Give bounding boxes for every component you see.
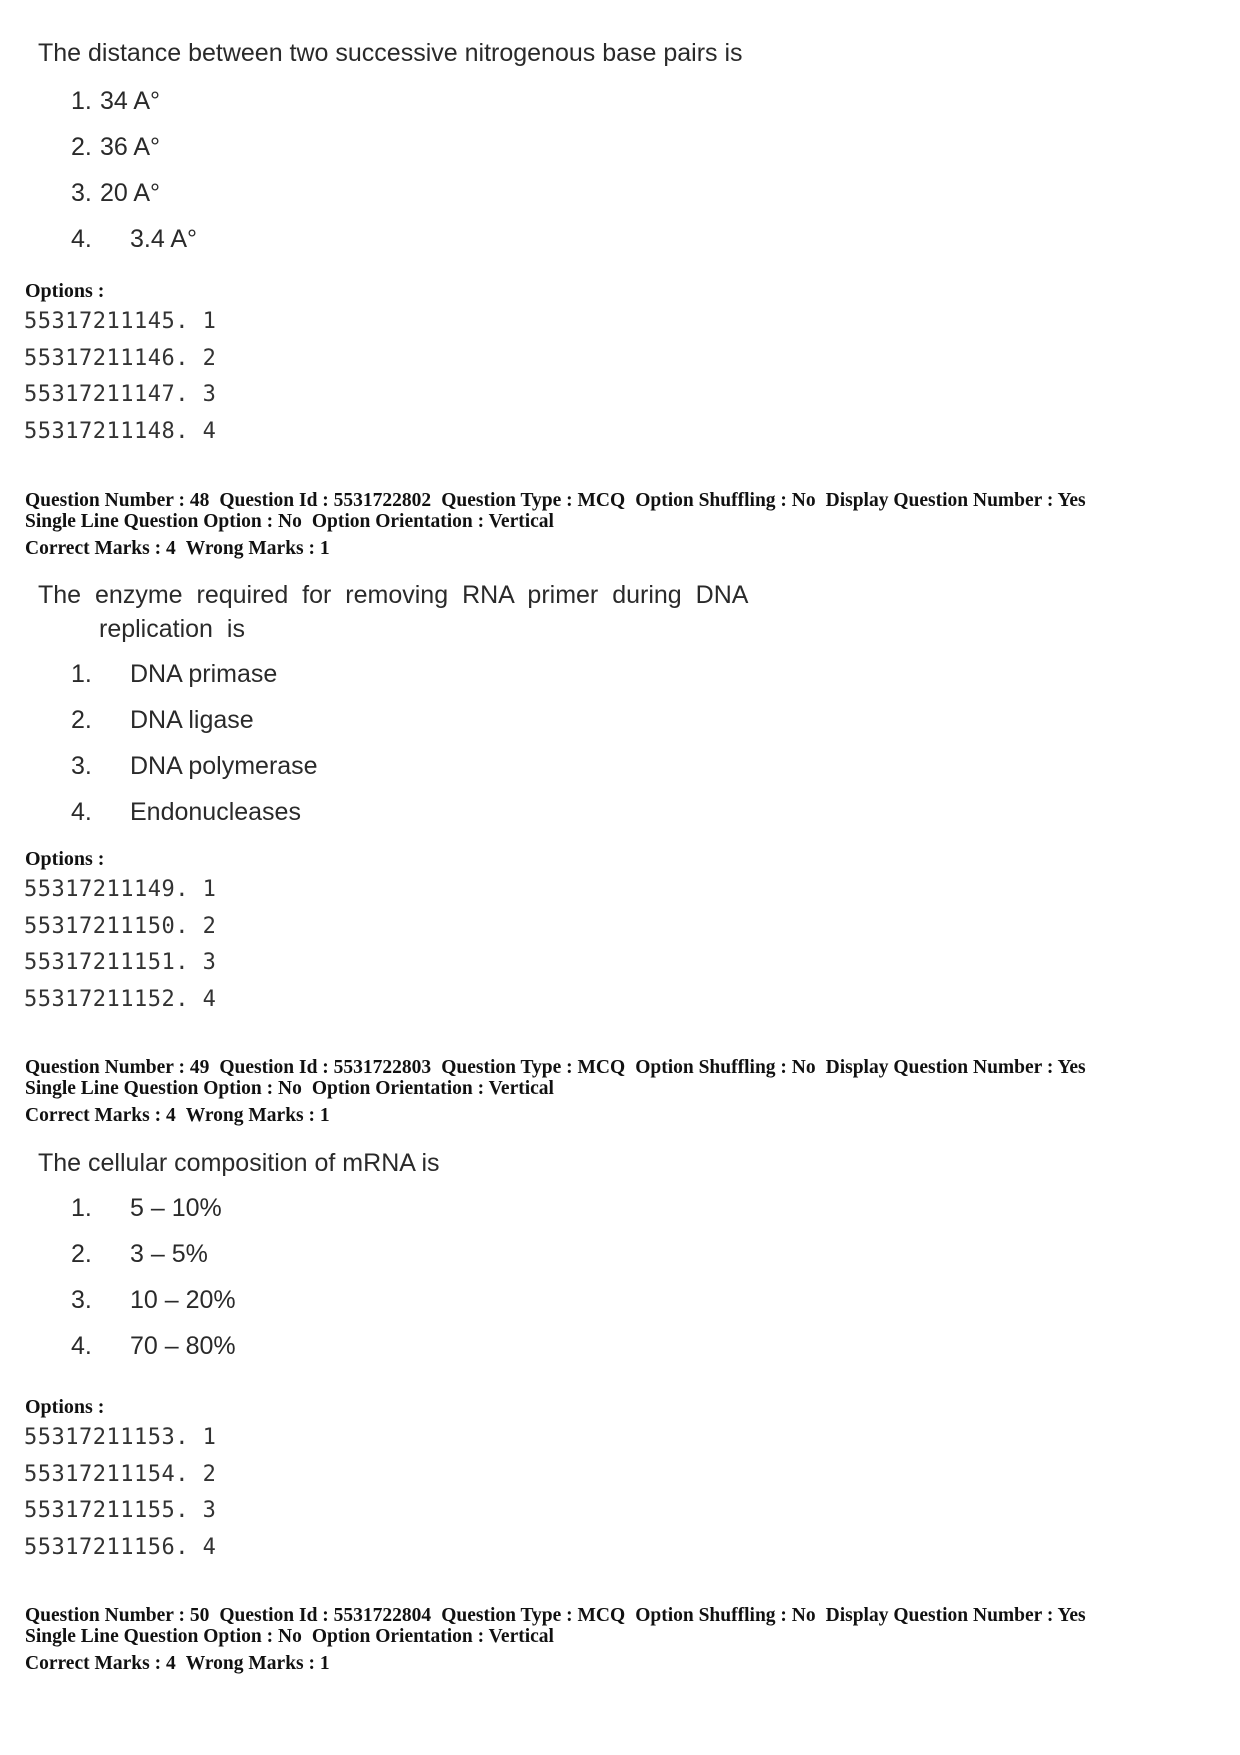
option-id: 55317211149. 1	[24, 877, 217, 902]
question-50-meta: Question Number : 50 Question Id : 5531722804 Question Type : MCQ Option Shuffling : No Display Question Number : Yes Single Line Question Option : No Option Orientation : Vertical Correct Marks : 4 Wrong Marks : 1	[25, 1605, 1086, 1674]
question-48-body	[38, 578, 748, 835]
question-text: The cellular composition of mRNA is	[38, 1149, 440, 1177]
option-id-list	[24, 304, 216, 451]
choice-2: 2. 36 A°	[71, 133, 161, 161]
choice-2: 2. 3 – 5%	[71, 1240, 208, 1268]
option-id: 55317211150. 2	[24, 913, 217, 939]
option-id: 55317211156. 4	[24, 1535, 217, 1561]
question-text: The enzyme required for removing RNA primer during DNA replication is	[38, 581, 749, 643]
option-id: 55317211152. 4	[24, 987, 217, 1013]
option-id: 55317211154. 2	[24, 1461, 217, 1487]
choice-4: 4. Endonucleases	[71, 798, 301, 826]
choice-3: 3. 20 A°	[71, 179, 161, 207]
options-label: Options :	[25, 280, 105, 302]
option-id: 55317211146. 2	[24, 345, 217, 371]
question-49-meta: Question Number : 49 Question Id : 5531722803 Question Type : MCQ Option Shuffling : No Display Question Number : Yes Single Line Question Option : No Option Orientation : Vertical Correct Marks : 4 Wrong Marks : 1	[25, 1057, 1086, 1126]
question-48-meta: Question Number : 48 Question Id : 5531722802 Question Type : MCQ Option Shuffling : No Display Question Number : Yes Single Line Question Option : No Option Orientation : Vertical Correct Marks : 4 Wrong Marks : 1	[25, 490, 1086, 559]
question-49-body	[38, 1146, 440, 1369]
option-id-list	[24, 1420, 216, 1567]
question-text: The distance between two successive nitrogenous base pairs is	[38, 39, 743, 67]
choice-2: 2. DNA ligase	[71, 706, 254, 734]
option-id: 55317211153. 1	[24, 1425, 217, 1450]
choice-1: 1. 34 A°	[71, 87, 161, 115]
choice-4: 4. 70 – 80%	[71, 1332, 236, 1360]
choice-3: 3. 10 – 20%	[71, 1286, 236, 1314]
options-label: Options :	[25, 1396, 105, 1418]
option-id: 55317211145. 1	[24, 309, 217, 334]
options-label: Options :	[25, 848, 105, 870]
choice-4: 4. 3.4 A°	[71, 225, 197, 253]
option-id: 55317211155. 3	[24, 1498, 217, 1524]
option-id-list	[24, 872, 216, 1019]
question-47-body	[38, 36, 743, 262]
choice-1: 1. DNA primase	[71, 660, 278, 688]
option-id: 55317211147. 3	[24, 382, 217, 408]
option-id: 55317211148. 4	[24, 419, 217, 445]
option-id: 55317211151. 3	[24, 950, 217, 976]
choice-3: 3. DNA polymerase	[71, 752, 318, 780]
choice-1: 1. 5 – 10%	[71, 1194, 222, 1222]
